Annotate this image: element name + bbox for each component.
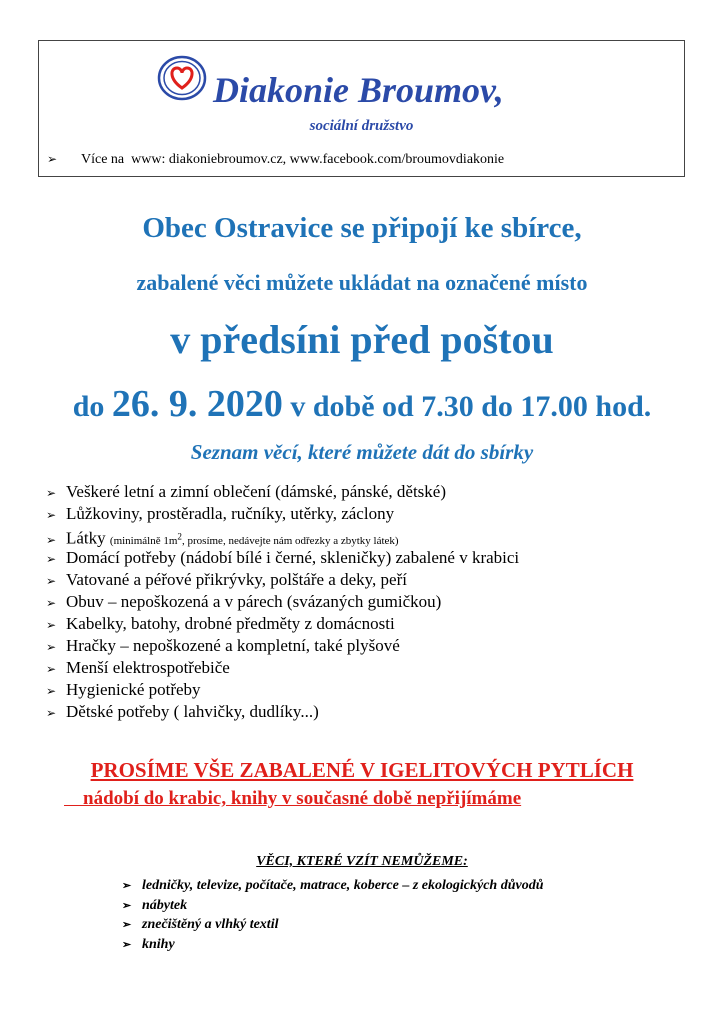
list-item: ➢ Veškeré letní a zimní oblečení (dámské, pánské, dětské) — [46, 481, 519, 503]
brand-name: Diakonie Broumov, — [213, 70, 504, 110]
list-item: ➢ Obuv – nepoškozená a v párech (svázaných gumičkou) — [46, 591, 519, 613]
list-item: ➢ Dětské potřeby ( lahvičky, dudlíky...) — [46, 701, 519, 723]
more-links[interactable]: www: diakoniebroumov.cz, www.facebook.com/broumovdiakonie — [131, 152, 505, 167]
brand-subtitle: sociální družstvo — [309, 118, 414, 134]
headline-location: v předsíni před poštou — [170, 317, 554, 362]
list-item: ➢ nábytek — [122, 896, 543, 916]
list-item: ➢ Lůžkoviny, prostěradla, ručníky, utěrky, záclony — [46, 503, 519, 525]
list-item: ➢ Hygienické potřeby — [46, 679, 519, 701]
arrow-bullet-icon: ➢ — [46, 574, 57, 588]
date-value: 26. 9. 2020 — [111, 383, 283, 425]
list-item: ➢ Vatované a péřové přikrývky, polštáře a deky, peří — [46, 569, 519, 591]
header-box — [38, 40, 685, 177]
arrow-bullet-icon: ➢ — [46, 618, 57, 632]
list-item: ➢ znečištěný a vlhký textil — [122, 915, 543, 935]
list-item: ➢ ledničky, televize, počítače, matrace, koberce – z ekologických důvodů — [122, 876, 543, 896]
arrow-bullet-icon: ➢ — [46, 596, 57, 610]
list-title: Seznam věcí, které můžete dát do sbírky — [190, 440, 534, 464]
date-time: v době od 7.30 do 17.00 hod. — [290, 390, 652, 423]
arrow-bullet-icon: ➢ — [46, 508, 57, 522]
arrow-bullet-icon: ➢ — [122, 899, 132, 912]
arrow-bullet-icon: ➢ — [46, 684, 57, 698]
more-label: Více na — [81, 152, 125, 167]
warning-not-accepted: nádobí do krabic, knihy v současné době nepřijímáme — [83, 788, 522, 809]
arrow-bullet-icon: ➢ — [47, 152, 58, 166]
list-item: ➢ Domácí potřeby (nádobí bílé i černé, skleničky) zabalené v krabici — [46, 547, 519, 569]
diakonie-heart-logo — [157, 55, 207, 101]
headline-collection: Obec Ostravice se připojí ke sbírce, — [142, 212, 582, 244]
arrow-bullet-icon: ➢ — [46, 640, 57, 654]
arrow-bullet-icon: ➢ — [122, 938, 132, 951]
headline-place: zabalené věci můžete ukládat na označené místo — [136, 270, 588, 295]
list-item: ➢ Kabelky, batohy, drobné předměty z domácnosti — [46, 613, 519, 635]
more-info-line — [47, 152, 504, 168]
arrow-bullet-icon: ➢ — [46, 662, 57, 676]
list-item: ➢ Menší elektrospotřebiče — [46, 657, 519, 679]
list-item: ➢ knihy — [122, 935, 543, 955]
arrow-bullet-icon: ➢ — [122, 919, 132, 931]
arrow-bullet-icon: ➢ — [46, 532, 57, 547]
warning-packaging: PROSÍME VŠE ZABALENÉ V IGELITOVÝCH PYTLÍCH — [90, 758, 634, 782]
date-pre: do — [72, 390, 105, 423]
list-item: ➢ Hračky – nepoškozené a kompletní, také plyšové — [46, 635, 519, 657]
arrow-bullet-icon: ➢ — [46, 706, 57, 720]
list-item: ➢ Látky (minimálně $1m^2$, prosíme, nedávejte nám odřezky a zbytky látek) — [46, 525, 519, 547]
arrow-bullet-icon: ➢ — [122, 880, 132, 892]
arrow-bullet-icon: ➢ — [46, 552, 57, 566]
not-accepted-list — [122, 876, 543, 954]
fabric-note: (minimálně $1m^2$, prosíme, nedávejte nám odřezky a zbytky látek) — [109, 531, 399, 547]
not-accepted-title: VĚCI, KTERÉ VZÍT NEMŮŽEME: — [256, 854, 468, 869]
accepted-items-list — [46, 481, 519, 723]
headline-date — [0, 382, 724, 426]
arrow-bullet-icon: ➢ — [46, 486, 57, 500]
